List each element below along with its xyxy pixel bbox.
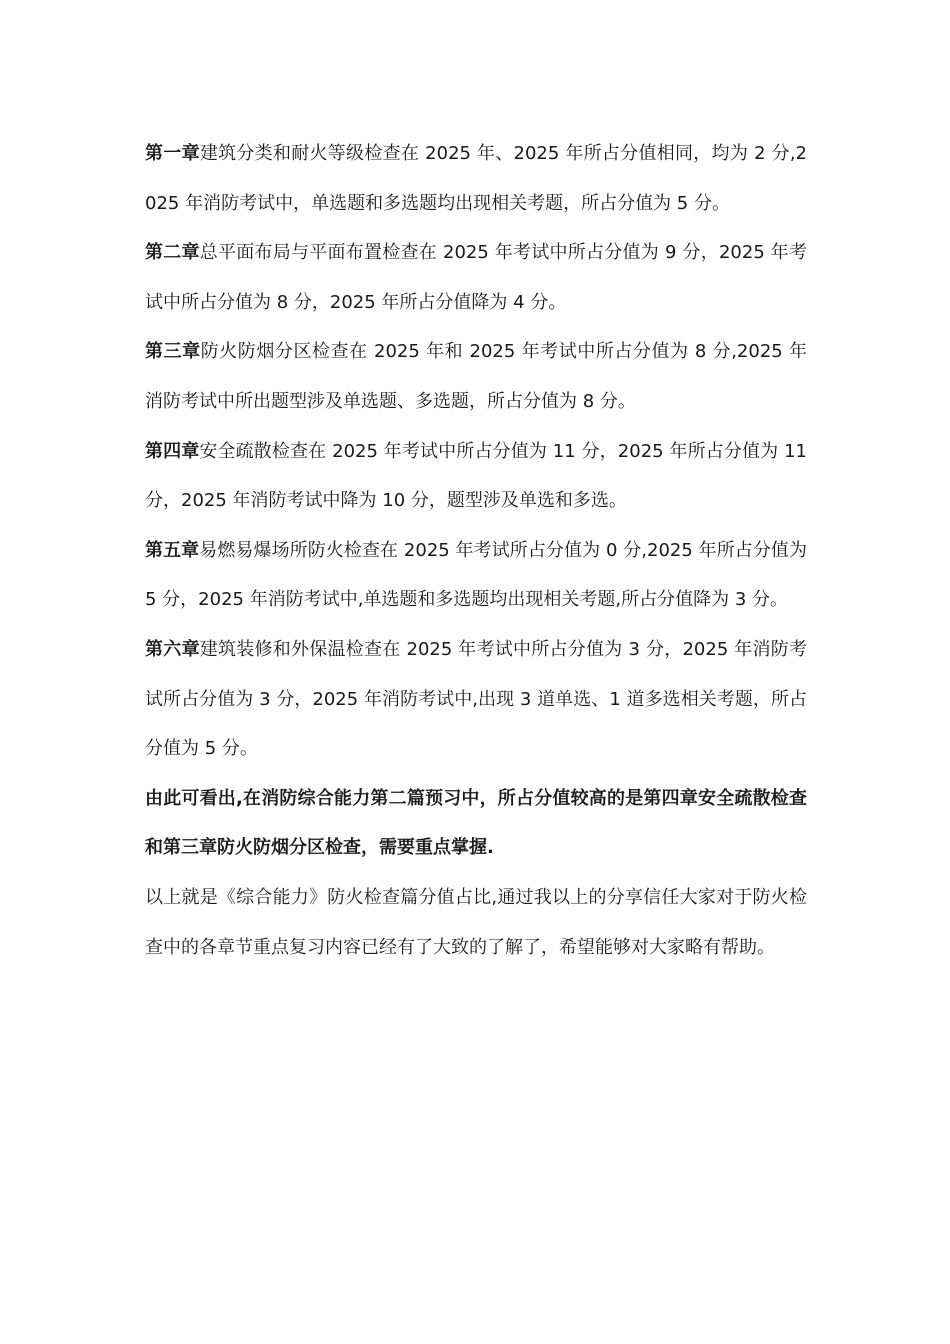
closing-paragraph: 以上就是《综合能力》防火检查篇分值占比,通过我以上的分享信任大家对于防火检查中的各章节重点复习内容已经有了大致的了解了，希望能够对大家略有帮助。 [145,886,807,958]
chapter-3-text: 防火防烟分区检查在 2025 年和 2025 年考试中所占分值为 8 分,2025 年消防考试中所出题型涉及单选题、多选题，所占分值为 8 分。 [145,341,808,412]
chapter-5-paragraph [145,526,807,625]
chapter-3-paragraph [145,327,807,426]
chapter-5-title: 第五章 [145,539,200,561]
chapter-1-paragraph [145,129,807,228]
chapter-3-title: 第三章 [145,341,201,363]
conclusion-paragraph: 由此可看出,在消防综合能力第二篇预习中，所占分值较高的是第四章安全疏散检查和第三章防火防烟分区检查，需要重点掌握. [145,787,807,859]
document-body [145,129,807,972]
chapter-1-title: 第一章 [145,143,200,164]
chapter-6-title: 第六章 [145,638,200,660]
chapter-6-paragraph [145,625,807,774]
chapter-4-paragraph [145,427,807,526]
chapter-1-text: 建筑分类和耐火等级检查在 2025 年、2025 年所占分值相同，均为 2 分,2025 年消防考试中，单选题和多选题均出现相关考题，所占分值为 5 分。 [145,143,808,214]
chapter-6-text: 建筑装修和外保温检查在 2025 年考试中所占分值为 3 分，2025 年消防考试所占分值为 3 分，2025 年消防考试中,出现 3 道单选、1 道多选相关考题，所占分值为 5 分。 [145,638,807,760]
chapter-2-text: 总平面布局与平面布置检查在 2025 年考试中所占分值为 9 分，2025 年考试中所占分值为 8 分，2025 年所占分值降为 4 分。 [145,242,807,313]
chapter-4-title: 第四章 [145,440,200,462]
chapter-5-text: 易燃易爆场所防火检查在 2025 年考试所占分值为 0 分,2025 年所占分值为 5 分，2025 年消防考试中,单选题和多选题均出现相关考题,所占分值降为 3 分。 [145,539,808,611]
chapter-2-title: 第二章 [145,242,200,264]
chapter-2-paragraph [145,228,807,327]
chapter-4-text: 安全疏散检查在 2025 年考试中所占分值为 11 分，2025 年所占分值为 11 分，2025 年消防考试中降为 10 分，题型涉及单选和多选。 [145,440,807,512]
